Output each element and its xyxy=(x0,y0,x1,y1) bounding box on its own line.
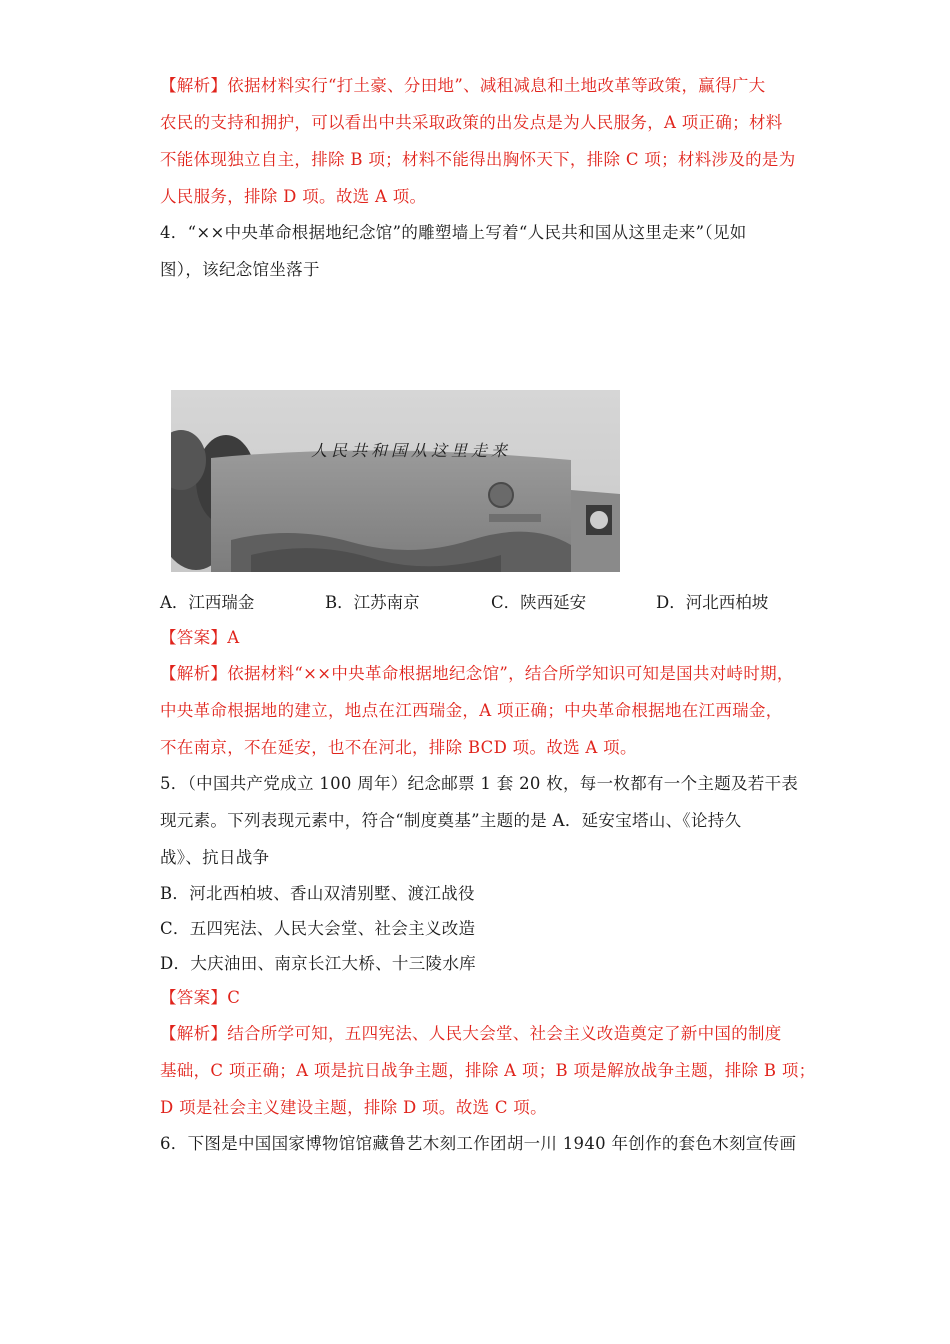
q6-stem-line-1: 6．下图是中国国家博物馆馆藏鲁艺木刻工作团胡一川 1940 年创作的套色木刻宣传画 xyxy=(160,1134,797,1153)
q3-explanation-line-1: 【解析】依据材料实行“打土豪、分田地”、减租减息和土地改革等政策，赢得广大 xyxy=(160,76,766,95)
q5-answer: 【答案】C xyxy=(160,988,241,1007)
q5-option-d: D．大庆油田、南京长江大桥、十三陵水库 xyxy=(160,954,476,973)
q4-option-a: A．江西瑞金 xyxy=(160,593,255,612)
q5-explanation-line-1: 【解析】结合所学可知，五四宪法、人民大会堂、社会主义改造奠定了新中国的制度 xyxy=(160,1024,782,1043)
memorial-wall-photo xyxy=(171,390,620,572)
q4-answer: 【答案】A xyxy=(160,628,240,647)
q5-explanation-line-2: 基础，C 项正确；A 项是抗日战争主题，排除 A 项；B 项是解放战争主题，排除 B 项； xyxy=(160,1061,816,1080)
q3-explanation-line-4: 人民服务，排除 D 项。故选 A 项。 xyxy=(160,187,427,206)
q3-explanation-line-2: 农民的支持和拥护，可以看出中共采取政策的出发点是为人民服务，A 项正确；材料 xyxy=(160,113,783,132)
q5-option-b: B．河北西柏坡、香山双清别墅、渡江战役 xyxy=(160,884,475,903)
q4-explanation-line-2: 中央革命根据地的建立，地点在江西瑞金，A 项正确；中央革命根据地在江西瑞金， xyxy=(160,701,783,720)
q5-stem-line-1: 5．（中国共产党成立 100 周年）纪念邮票 1 套 20 枚，每一枚都有一个主题及若干表 xyxy=(160,774,799,793)
q4-stem-line-2: 图），该纪念馆坐落于 xyxy=(160,260,320,279)
q4-stem-line-1: 4．“××中央革命根据地纪念馆”的雕塑墙上写着“人民共和国从这里走来”（见如 xyxy=(160,223,747,242)
q5-option-c: C．五四宪法、人民大会堂、社会主义改造 xyxy=(160,919,476,938)
q4-explanation-line-1: 【解析】依据材料“××中央革命根据地纪念馆”，结合所学知识可知是国共对峙时期， xyxy=(160,664,794,683)
q5-stem-line-2: 现元素。下列表现元素中，符合“制度奠基”主题的是 A．延安宝塔山、《论持久 xyxy=(160,811,742,830)
q4-option-d: D．河北西柏坡 xyxy=(656,593,769,612)
photo-inscription: 人民共和国从这里走来 xyxy=(311,441,512,460)
q4-option-c: C．陕西延安 xyxy=(491,593,587,612)
q4-option-b: B．江苏南京 xyxy=(325,593,420,612)
q5-stem-line-3: 战》、抗日战争 xyxy=(160,848,270,867)
q4-explanation-line-3: 不在南京，不在延安，也不在河北，排除 BCD 项。故选 A 项。 xyxy=(160,738,637,757)
q3-explanation-line-3: 不能体现独立自主，排除 B 项；材料不能得出胸怀天下，排除 C 项；材料涉及的是为 xyxy=(160,150,796,169)
q5-explanation-line-3: D 项是社会主义建设主题，排除 D 项。故选 C 项。 xyxy=(160,1098,547,1117)
